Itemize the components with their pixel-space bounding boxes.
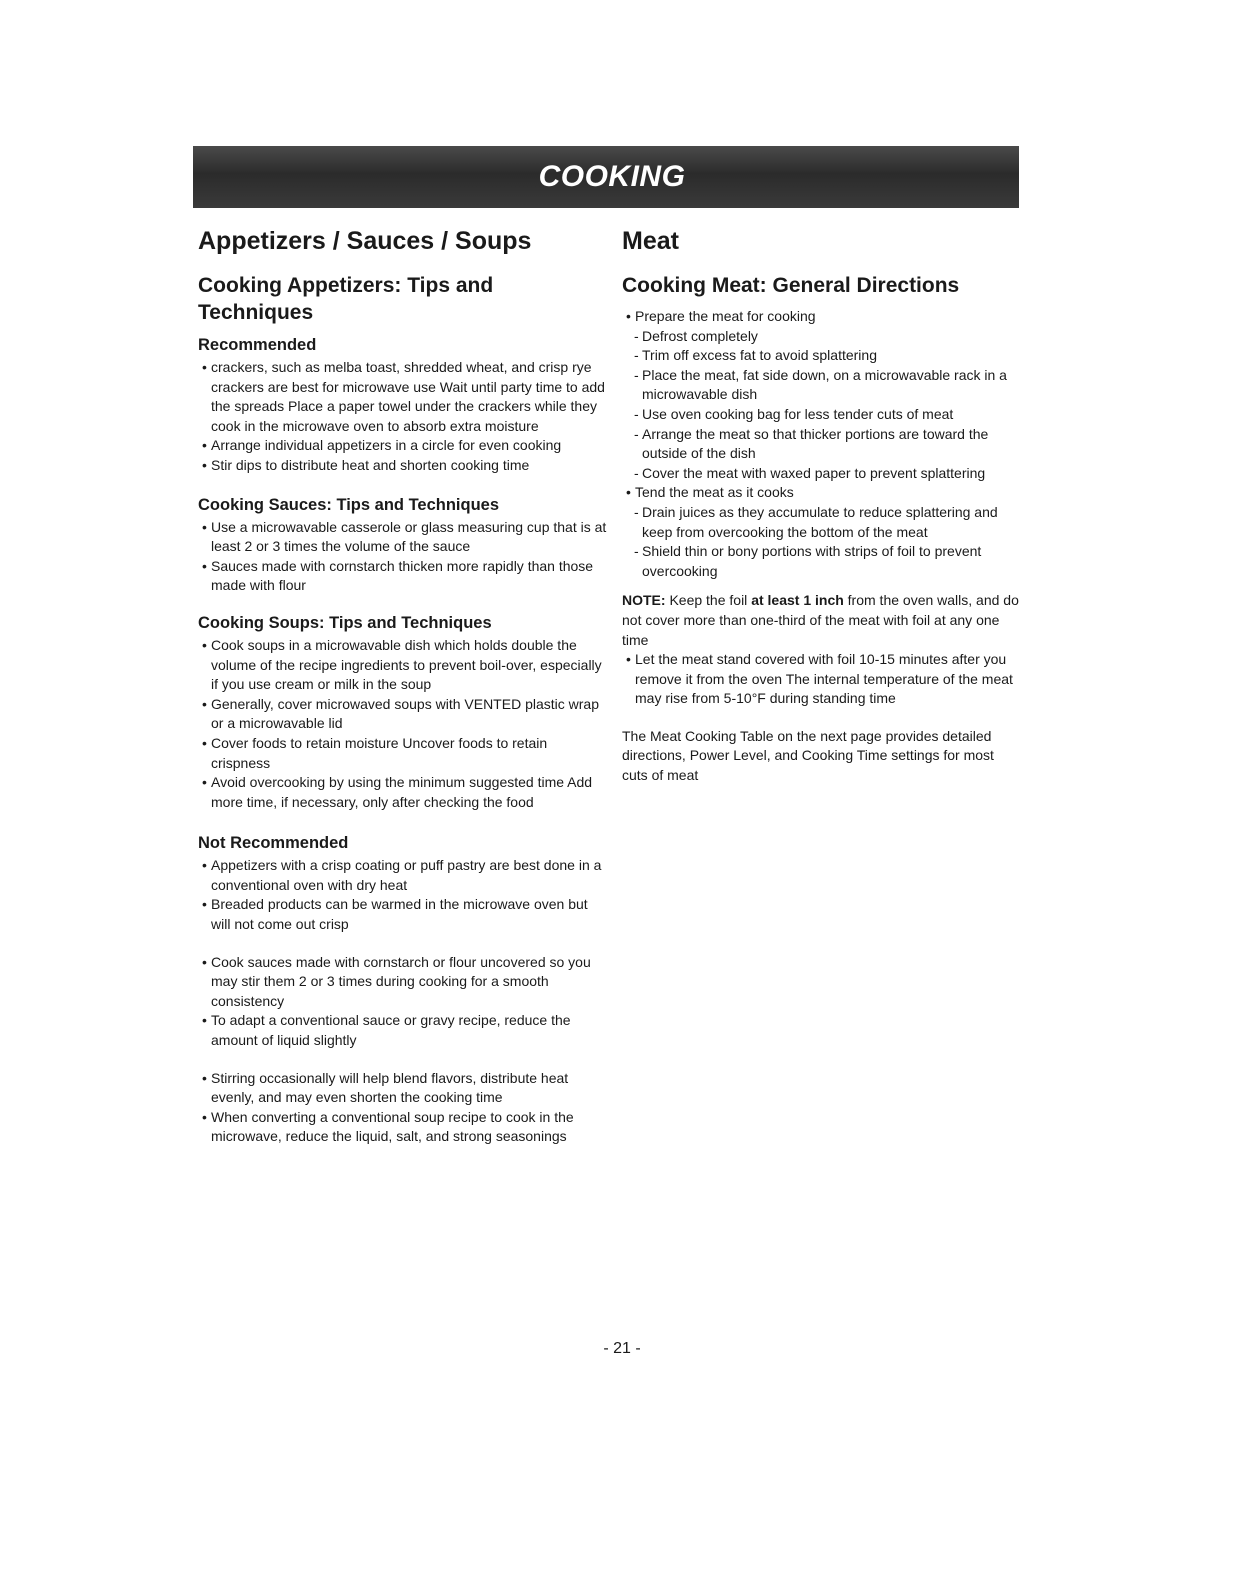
list-item: • Sauces made with cornstarch thicken more rapidly than those made with flour bbox=[198, 557, 610, 596]
not-recommended-list-sauces bbox=[198, 953, 610, 1051]
spacer bbox=[198, 935, 610, 953]
not-recommended-title: Not Recommended bbox=[198, 834, 349, 853]
left-column bbox=[198, 226, 610, 1147]
list-item: • Prepare the meat for cooking bbox=[622, 307, 1022, 327]
page-number: - 21 - bbox=[603, 1340, 641, 1357]
sauces-list bbox=[198, 518, 610, 596]
banner-title: COOKING bbox=[538, 160, 686, 193]
meat-prepare-list bbox=[622, 307, 1022, 581]
list-item: - Drain juices as they accumulate to reduce splattering and keep from overcooking the bottom of the meat bbox=[622, 503, 1022, 542]
meat-directions-title: Cooking Meat: General Directions bbox=[622, 274, 960, 297]
meat-note bbox=[622, 591, 1022, 650]
list-item: - Place the meat, fat side down, on a microwavable rack in a microwavable dish bbox=[622, 366, 1022, 405]
spacer bbox=[622, 709, 1022, 727]
list-item: • Cook soups in a microwavable dish which holds double the volume of the recipe ingredients to prevent boil-over, especially if you use cream or milk in the soup bbox=[198, 636, 610, 695]
section-banner bbox=[193, 146, 1019, 208]
spacer bbox=[198, 1051, 610, 1069]
list-item: • Cover foods to retain moisture Uncover foods to retain crispness bbox=[198, 734, 610, 773]
list-item: • Stir dips to distribute heat and shorten cooking time bbox=[198, 456, 610, 476]
soups-title: Cooking Soups: Tips and Techniques bbox=[198, 613, 492, 632]
appetizers-list bbox=[198, 358, 610, 476]
meat-stand-list bbox=[622, 650, 1022, 709]
list-item: • Breaded products can be warmed in the microwave oven but will not come out crisp bbox=[198, 895, 610, 934]
right-column bbox=[622, 226, 1022, 786]
list-item: - Cover the meat with waxed paper to prevent splattering bbox=[622, 464, 1022, 484]
note-text: from the oven walls, and do not cover more than one-third of the meat with foil at any one time bbox=[622, 592, 1019, 648]
note-label: NOTE: bbox=[622, 592, 666, 609]
list-item: • Avoid overcooking by using the minimum suggested time Add more time, if necessary, only after checking the food bbox=[198, 773, 610, 812]
list-item: - Trim off excess fat to avoid splattering bbox=[622, 346, 1022, 366]
list-item: • Appetizers with a crisp coating or puff pastry are best done in a conventional oven with dry heat bbox=[198, 856, 610, 895]
list-item: - Use oven cooking bag for less tender cuts of meat bbox=[622, 405, 1022, 425]
list-item: • Stirring occasionally will help blend flavors, distribute heat evenly, and may even shorten the cooking time bbox=[198, 1069, 610, 1108]
list-item: • Use a microwavable casserole or glass measuring cup that is at least 2 or 3 times the volume of the sauce bbox=[198, 518, 610, 557]
list-item: • crackers, such as melba toast, shredded wheat, and crisp rye crackers are best for microwave use Wait until party time to add the spreads Place a paper towel under the crackers while they cook in the microwave oven to absorb extra moisture bbox=[198, 358, 610, 436]
list-item: • To adapt a conventional sauce or gravy recipe, reduce the amount of liquid slightly bbox=[198, 1011, 610, 1050]
list-item: • Let the meat stand covered with foil 10-15 minutes after you remove it from the oven The internal temperature of the meat may rise from 5-10°F during standing time bbox=[622, 650, 1022, 709]
list-item: • When converting a conventional soup recipe to cook in the microwave, reduce the liquid, salt, and strong seasonings bbox=[198, 1108, 610, 1147]
list-item: • Tend the meat as it cooks bbox=[622, 483, 1022, 503]
meat-table-reference: The Meat Cooking Table on the next page provides detailed directions, Power Level, and Cooking Time settings for most cuts of meat bbox=[622, 727, 994, 784]
spacer bbox=[622, 581, 1022, 591]
list-item: • Generally, cover microwaved soups with VENTED plastic wrap or a microwavable lid bbox=[198, 695, 610, 734]
list-item: • Arrange individual appetizers in a circle for even cooking bbox=[198, 436, 610, 456]
note-text: Keep the foil bbox=[669, 592, 748, 609]
soups-list bbox=[198, 636, 610, 812]
section-heading-meat: Meat bbox=[622, 227, 679, 255]
list-item: - Shield thin or bony portions with strips of foil to prevent overcooking bbox=[622, 542, 1022, 581]
list-item: • Cook sauces made with cornstarch or flour uncovered so you may stir them 2 or 3 times during cooking for a smooth consistency bbox=[198, 953, 610, 1012]
recommended-label: Recommended bbox=[198, 336, 317, 354]
note-emphasis: at least 1 inch bbox=[751, 592, 844, 609]
list-item: - Defrost completely bbox=[622, 327, 1022, 347]
not-recommended-list-appetizers bbox=[198, 856, 610, 934]
sauces-title: Cooking Sauces: Tips and Techniques bbox=[198, 495, 500, 514]
appetizers-title: Cooking Appetizers: Tips and Techniques bbox=[198, 274, 494, 324]
list-item: - Arrange the meat so that thicker portions are toward the outside of the dish bbox=[622, 425, 1022, 464]
section-heading-appetizers: Appetizers / Sauces / Soups bbox=[198, 227, 532, 255]
not-recommended-list-soups bbox=[198, 1069, 610, 1147]
